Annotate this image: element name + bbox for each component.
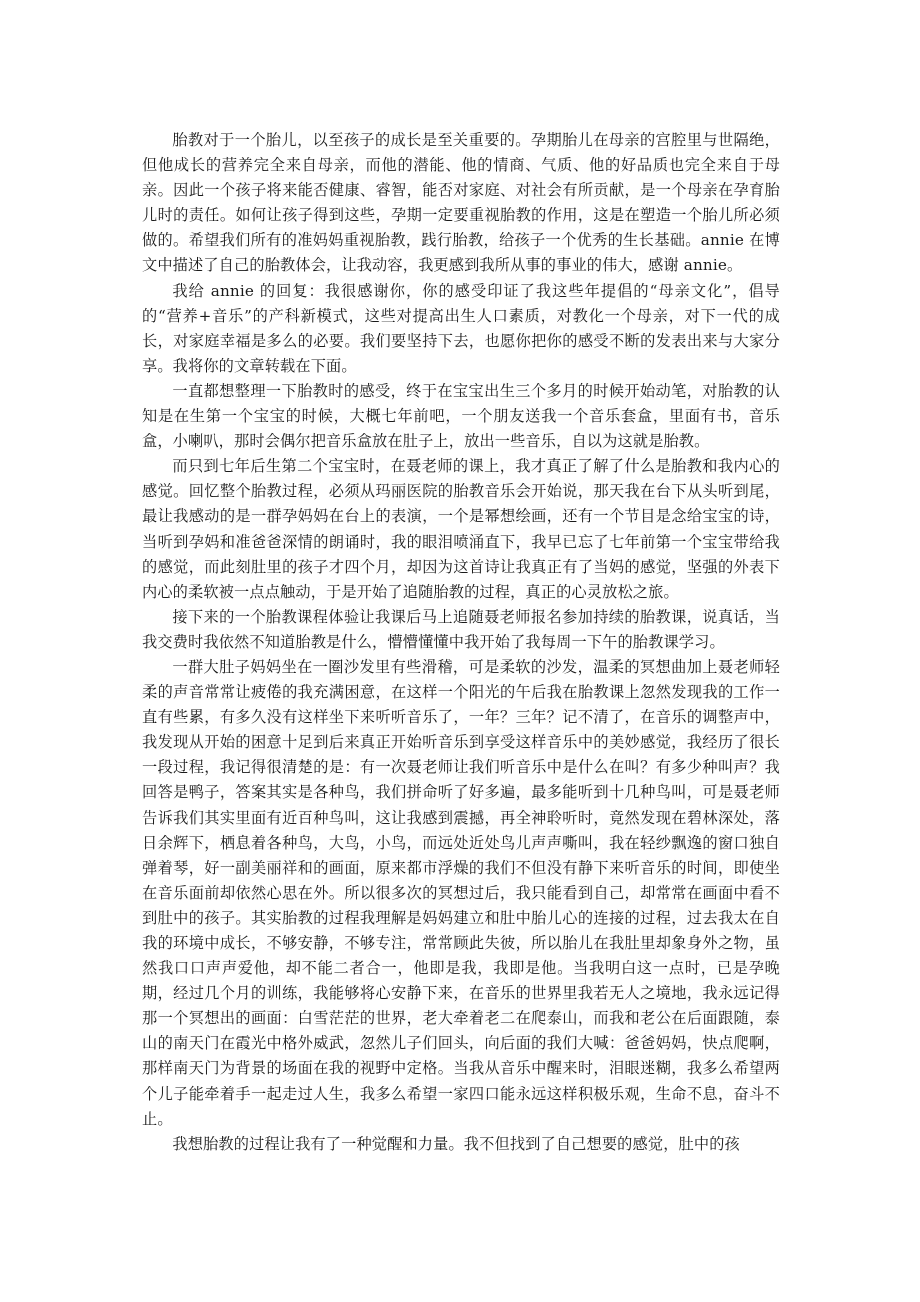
paragraph-3: 一直都想整理一下胎教时的感受，终于在宝宝出生三个多月的时候开始动笔，对胎教的认知是在生第一个宝宝的时候，大概七年前吧，一个朋友送我一个音乐套盒，里面有书，音乐盒，小喇叭，那时会偶尔把音乐盒放在肚子上，放出一些音乐，自以为这就是胎教。 bbox=[142, 381, 780, 451]
document-body bbox=[142, 128, 780, 1157]
paragraph-7: 我想胎教的过程让我有了一种觉醒和力量。我不但找到了自己想要的感觉，肚中的孩 bbox=[172, 1134, 740, 1153]
paragraph-6: 一群大肚子妈妈坐在一圈沙发里有些滑稽，可是柔软的沙发，温柔的冥想曲加上聂老师轻柔的声音常常让疲倦的我充满困意，在这样一个阳光的午后我在胎教课上忽然发现我的工作一直有些累，有多久没有这样坐下来听听音乐了，一年？三年？记不清了，在音乐的调整声中，我发现从开始的困意十足到后来真正开始听音乐到享受这样音乐中的美妙感觉，我经历了很长一段过程，我记得很清楚的是：有一次聂老师让我们听音乐中是什么在叫？有多少种叫声？我回答是鸭子，答案其实是各种鸟，我们拼命听了好多遍，最多能听到十几种鸟叫，可是聂老师告诉我们其实里面有近百种鸟叫，这让我感到震撼，再全神聆听时，竟然发现在碧林深处，落日余辉下，栖息着各种鸟，大鸟，小鸟，而远处近处鸟儿声声嘶叫，我在轻纱飘逸的窗口独自弹着琴，好一副美丽祥和的画面，原来都市浮燥的我们不但没有静下来听音乐的时间，即使坐在音乐面前却依然心思在外。所以很多次的冥想过后，我只能看到自己，却常常在画面中看不到肚中的孩子。其实胎教的过程我理解是妈妈建立和肚中胎儿心的连接的过程，过去我太在自我的环境中成长，不够安静，不够专注，常常顾此失彼，所以胎儿在我肚里却象身外之物，虽然我口口声声爱他，却不能二者合一，他即是我，我即是他。当我明白这一点时，已是孕晚期，经过几个月的训练，我能够将心安静下来，在音乐的世界里我若无人之境地，我永远记得那一个冥想出的画面：白雪茫茫的世界，老大牵着老二在爬泰山，而我和老公在后面跟随，泰山的南天门在霞光中格外威武，忽然儿子们回头，向后面的我们大喊：爸爸妈妈，快点爬啊，那样南天门为背景的场面在我的视野中定格。当我从音乐中醒来时，泪眼迷糊，我多么希望两个儿子能牵着手一起走过人生，我多么希望一家四口能永远这样积极乐观，生命不息，奋斗不止。 bbox=[142, 657, 780, 1128]
paragraph-4: 而只到七年后生第二个宝宝时，在聂老师的课上，我才真正了解了什么是胎教和我内心的感觉。回忆整个胎教过程，必须从玛丽医院的胎教音乐会开始说，那天我在台下从头听到尾，最让我感动的是一群孕妈妈在台上的表演，一个是幂想绘画，还有一个节目是念给宝宝的诗，当听到孕妈和准爸爸深情的朗诵时，我的眼泪喷涌直下，我早已忘了七年前第一个宝宝带给我的感觉，而此刻肚里的孩子才四个月，却因为这首诗让我真正有了当妈的感觉，坚强的外表下内心的柔软被一点点触动，于是开始了追随胎教的过程，真正的心灵放松之旅。 bbox=[142, 457, 780, 601]
paragraph-2: 我给 annie 的回复：我很感谢你，你的感受印证了我这些年提倡的“母亲文化”，倡导的“营养+音乐”的产科新模式，这些对提高出生人口素质，对教化一个母亲，对下一代的成长，对家庭幸福是多么的必要。我们要坚持下去，也愿你把你的感受不断的发表出来与大家分享。我将你的文章转载在下面。 bbox=[142, 281, 780, 375]
paragraph-1: 胎教对于一个胎儿，以至孩子的成长是至关重要的。孕期胎儿在母亲的宫腔里与世隔绝，但他成长的营养完全来自母亲，而他的潜能、他的情商、气质、他的好品质也完全来自于母亲。因此一个孩子将来能否健康、睿智，能否对家庭、对社会有所贡献，是一个母亲在孕育胎儿时的责任。如何让孩子得到这些，孕期一定要重视胎教的作用，这是在塑造一个胎儿所必须做的。希望我们所有的准妈妈重视胎教，践行胎教，给孩子一个优秀的生长基础。annie 在博文中描述了自己的胎教体会，让我动容，我更感到我所从事的事业的伟大，感谢 annie。 bbox=[142, 131, 780, 275]
paragraph-5: 接下来的一个胎教课程体验让我课后马上追随聂老师报名参加持续的胎教课，说真话，当我交费时我依然不知道胎教是什么，懵懵懂懂中我开始了我每周一下午的胎教课学习。 bbox=[142, 607, 780, 651]
